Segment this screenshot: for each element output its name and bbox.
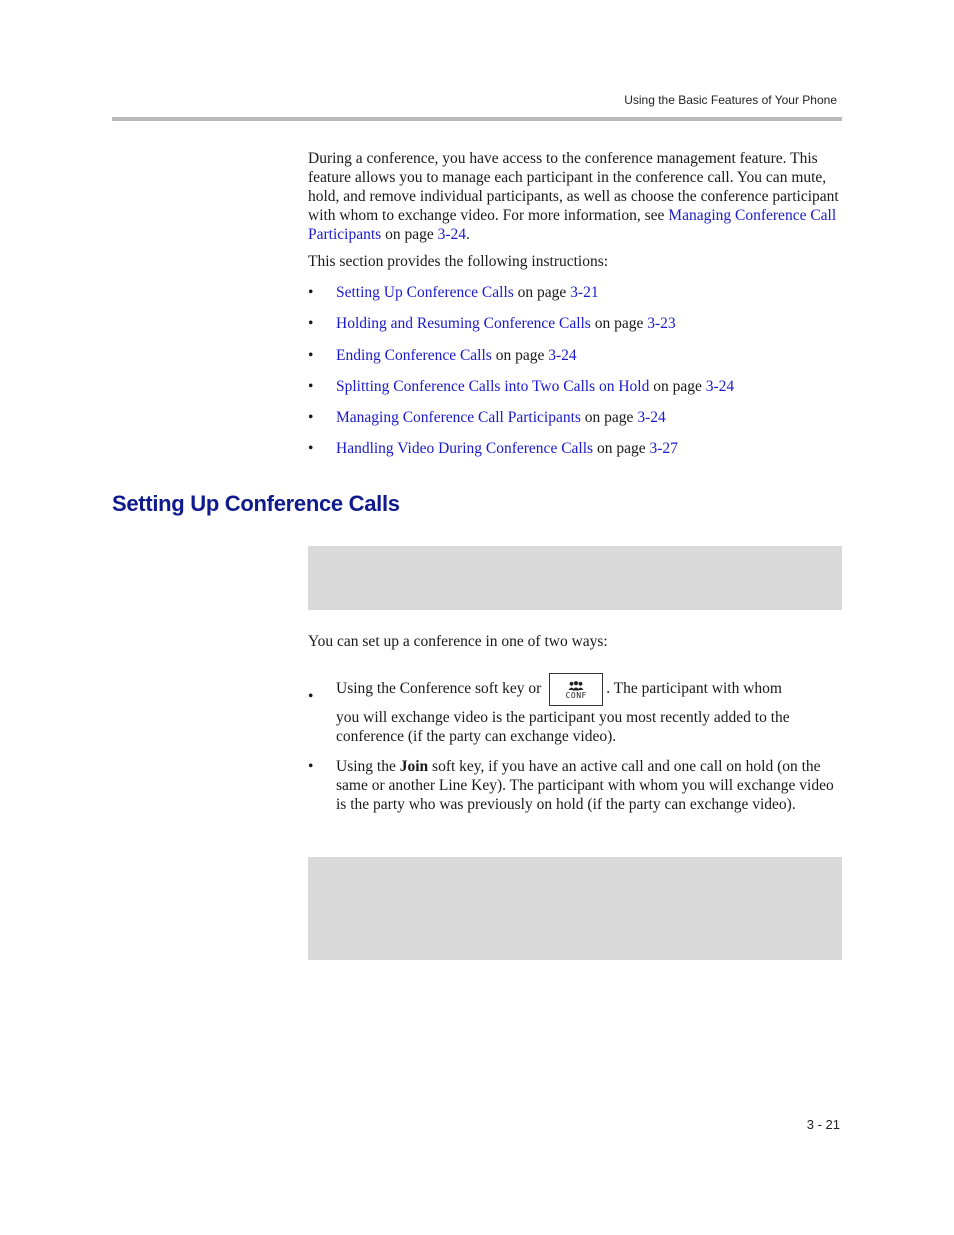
intro-paragraph bbox=[308, 149, 843, 244]
page-number: 3 - 21 bbox=[806, 1117, 840, 1132]
instruction-link[interactable]: Handling Video During Conference Calls bbox=[336, 440, 594, 458]
list-item bbox=[308, 439, 843, 470]
conference-people-icon bbox=[568, 681, 584, 691]
lead-text: This section provides the following instructions: bbox=[308, 253, 609, 270]
instruction-on-page: on page bbox=[584, 409, 634, 427]
bullet: • bbox=[308, 688, 314, 705]
managing-participants-link[interactable]: Managing Conference Call Participants bbox=[308, 207, 837, 243]
intro-period: . bbox=[466, 226, 470, 243]
list-item bbox=[308, 757, 843, 814]
instruction-page-link[interactable]: 3-21 bbox=[570, 284, 599, 301]
instruction-on-page: on page bbox=[594, 315, 644, 333]
instruction-link[interactable]: Holding and Resuming Conference Calls bbox=[336, 315, 591, 333]
instruction-page-link[interactable]: 3-24 bbox=[548, 346, 577, 364]
intro-on-page: on page bbox=[385, 226, 434, 243]
instruction-page-link[interactable]: 3-24 bbox=[705, 377, 735, 395]
intro-page-ref-link[interactable]: 3-24 bbox=[437, 226, 466, 243]
list-item bbox=[308, 377, 843, 408]
lead-paragraph bbox=[308, 252, 843, 271]
section-heading: Setting Up Conference Calls bbox=[112, 491, 400, 516]
bullet: • bbox=[308, 758, 314, 775]
bullet: • bbox=[308, 409, 314, 427]
instructions-list bbox=[308, 283, 843, 471]
way1-first-line bbox=[308, 672, 843, 708]
bullet: • bbox=[308, 284, 314, 301]
conf-key-label: CONF bbox=[565, 690, 587, 700]
note-box bbox=[308, 546, 842, 610]
bullet: • bbox=[308, 377, 314, 395]
list-item bbox=[308, 672, 843, 746]
instruction-on-page: on page bbox=[596, 440, 646, 458]
join-softkey-name: Join bbox=[399, 758, 429, 775]
bullet: • bbox=[308, 315, 314, 333]
instruction-on-page: on page bbox=[653, 377, 702, 395]
instruction-link[interactable]: Splitting Conference Calls into Two Calls on Hold bbox=[336, 377, 650, 395]
list-item bbox=[308, 346, 843, 377]
ways-list bbox=[308, 672, 843, 814]
running-header: Using the Basic Features of Your Phone bbox=[624, 93, 837, 107]
instruction-link[interactable]: Managing Conference Call Participants bbox=[336, 409, 581, 427]
ways-intro-text: You can set up a conference in one of two ways: bbox=[308, 633, 608, 650]
instruction-page-link[interactable]: 3-24 bbox=[637, 409, 666, 427]
header-rule bbox=[112, 117, 842, 121]
way2-after-bold: soft key, if you have an active call and one call on hold (on the same or another Line Key). The participant with whom you will exchange video is the party who was previously on hold (if the party can exchange video). bbox=[336, 758, 834, 813]
list-item bbox=[308, 283, 843, 314]
way1-before-key: Using the Conference soft key or bbox=[336, 680, 542, 697]
way1-continuation: you will exchange video is the participant you most recently added to the conference (if the party can exchange video). bbox=[336, 709, 790, 745]
intro-text: During a conference, you have access to the conference management feature. This feature allows you to manage each participant in the conference call. You can mute, hold, and remove individual participants, as well as choose the conference participant with whom to exchange video. For more information, see bbox=[308, 150, 839, 224]
bullet: • bbox=[308, 346, 314, 364]
conf-key-button[interactable] bbox=[549, 673, 603, 706]
bullet: • bbox=[308, 440, 314, 458]
instruction-link[interactable]: Ending Conference Calls bbox=[336, 346, 492, 364]
list-item bbox=[308, 314, 843, 345]
instruction-page-link[interactable]: 3-23 bbox=[647, 315, 676, 333]
instruction-on-page: on page bbox=[517, 284, 567, 301]
note-box bbox=[308, 857, 842, 960]
instruction-on-page: on page bbox=[495, 346, 545, 364]
list-item bbox=[308, 408, 843, 439]
instruction-link[interactable]: Setting Up Conference Calls bbox=[336, 284, 514, 301]
way2-before-bold: Using the bbox=[336, 758, 396, 775]
instruction-page-link[interactable]: 3-27 bbox=[649, 440, 678, 458]
way1-after-key: . The participant with whom bbox=[606, 680, 782, 697]
ways-intro-paragraph bbox=[308, 632, 843, 651]
